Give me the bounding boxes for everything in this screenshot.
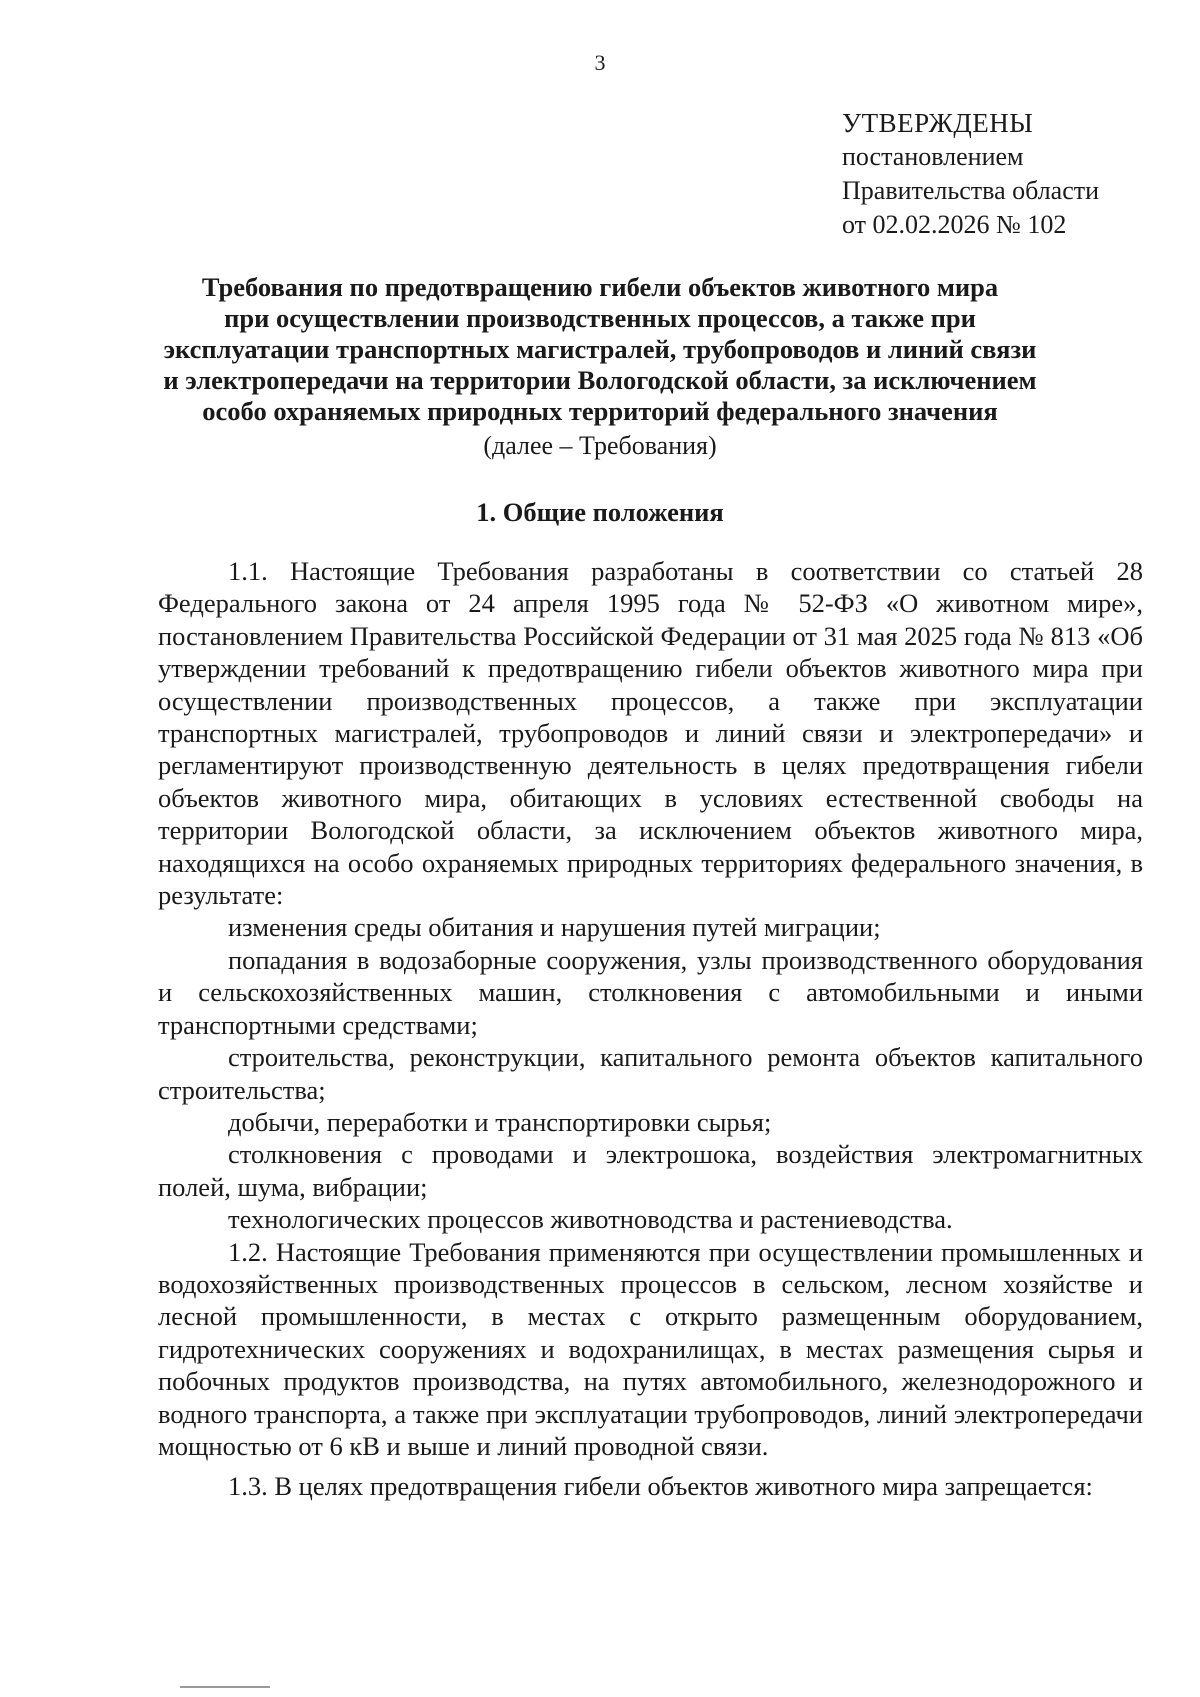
- list-item: изменения среды обитания и нарушения путей миграции;: [228, 912, 881, 943]
- title-subtitle: (далее – Требования): [483, 431, 717, 460]
- approval-heading: УТВЕРЖДЕНЫ: [842, 108, 1034, 138]
- list-item: попадания в водозаборные сооружения, узлы производственного оборудования и сельскохозяйственных машин, столкновения с автомобильными и иными транспортными средствами;: [158, 944, 1143, 1040]
- document-title: [110, 272, 1090, 427]
- approval-stamp: [842, 106, 1182, 242]
- paragraph-1-1: 1.1. Настоящие Требования разработаны в соответствии со статьей 28 Федерального закона от 24 апреля 1995 года № 52-ФЗ «О животном мире», постановлением Правительства Российской Федерации от 31 мая 2025 года № 813 «Об утверждении требований к предотвращению гибели объектов животного мира при осуществлении производственных процессов, а также при эксплуатации транспортных магистралей, трубопроводов и линий связи и электропередачи» и регламентируют производственную деятельность в целях предотвращения гибели объектов животного мира, обитающих в условиях естественной свободы на территории Вологодской области, за исключением объектов животного мира, находящихся на особо охраняемых природных территориях федерального значения, в результате:: [158, 556, 1143, 911]
- paragraph-1-3: 1.3. В целях предотвращения гибели объектов животного мира запрещается:: [228, 1471, 1093, 1502]
- section-heading: 1. Общие положения: [476, 497, 724, 527]
- document-body: [158, 555, 1143, 1503]
- approval-line: Правительства области: [842, 176, 1100, 205]
- list-item: столкновения с проводами и электрошока, воздействия электромагнитных полей, шума, вибрации;: [158, 1139, 1143, 1202]
- footer-mark: [180, 1686, 270, 1688]
- list-item: технологических процессов животноводства и растениеводства.: [228, 1204, 953, 1235]
- list-item: добычи, переработки и транспортировки сырья;: [228, 1106, 772, 1137]
- title-line: и электропередачи на территории Вологодской области, за исключением: [163, 365, 1037, 395]
- approval-line: от 02.02.2026 № 102: [842, 210, 1067, 239]
- list-item: строительства, реконструкции, капитального ремонта объектов капитального строительства;: [158, 1042, 1143, 1105]
- title-line: Требования по предотвращению гибели объектов животного мира: [201, 272, 999, 302]
- approval-line: постановлением: [842, 142, 1024, 171]
- page-number: 3: [594, 50, 606, 75]
- title-line: эксплуатации транспортных магистралей, трубопроводов и линий связи: [163, 334, 1037, 364]
- title-line: при осуществлении производственных процессов, а также при: [224, 303, 976, 333]
- title-line: особо охраняемых природных территорий федерального значения: [202, 396, 998, 426]
- paragraph-1-2: 1.2. Настоящие Требования применяются при осуществлении промышленных и водохозяйственных производственных процессов в сельском, лесном хозяйстве и лесной промышленности, в местах с открыто размещенным оборудованием, гидротехнических сооружениях и водохранилищах, в местах размещения сырья и побочных продуктов производства, на путях автомобильного, железнодорожного и водного транспорта, а также при эксплуатации трубопроводов, линий электропередачи мощностью от 6 кВ и выше и линий проводной связи.: [158, 1236, 1143, 1461]
